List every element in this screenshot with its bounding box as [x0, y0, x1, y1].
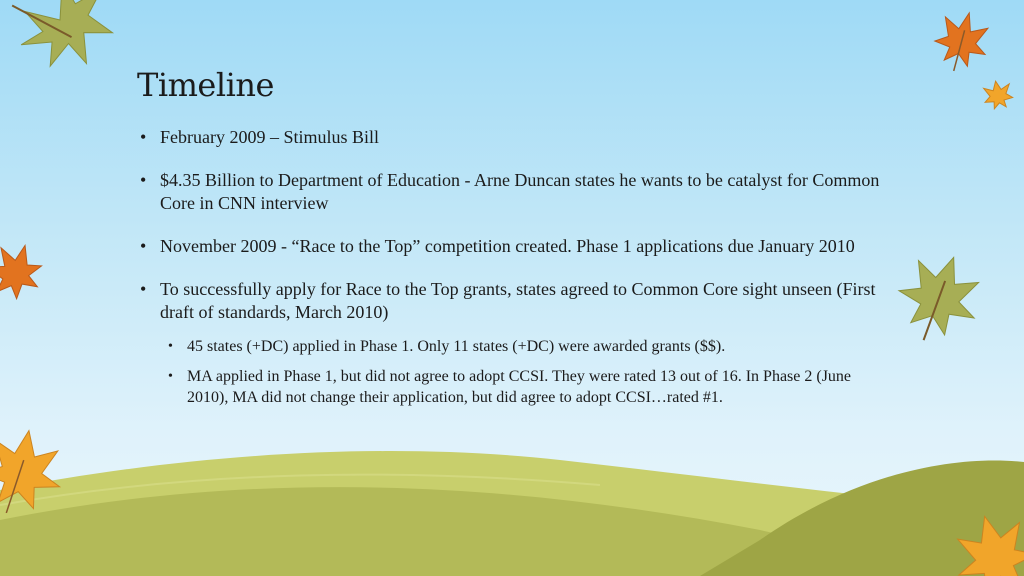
bullet-list — [140, 126, 900, 417]
sub-bullet-item — [168, 366, 900, 408]
slide-title: Timeline — [137, 66, 274, 104]
bullet-item — [140, 278, 900, 324]
bullet-text: • To successfully apply for Race to the Top grants, states agreed to Common Core sight unseen (First draft of standards, March 2010) — [160, 279, 876, 322]
leaf-left-middle-icon — [0, 235, 50, 306]
leaf-top-left-icon — [6, 0, 124, 82]
bullet-item — [140, 126, 900, 149]
sub-bullet-list — [168, 336, 900, 408]
leaf-top-right-icon — [929, 6, 995, 77]
bullet-text: • $4.35 Billion to Department of Education - Arne Duncan states he wants to be catalyst for Common Core in CNN interview — [160, 170, 880, 213]
bullet-item — [140, 235, 900, 258]
bullet-item — [140, 169, 900, 215]
bullet-text: • November 2009 - “Race to the Top” competition created. Phase 1 applications due January 2010 — [160, 236, 855, 256]
sub-bullet-text: • MA applied in Phase 1, but did not agree to adopt CCSI. They were rated 13 out of 16. In Phase 2 (June 2010), MA did not change their application, but did agree to adopt CCSI…rated #1. — [187, 368, 852, 406]
leaf-right-middle-icon — [886, 244, 991, 354]
sub-bullet-text: • 45 states (+DC) applied in Phase 1. Only 11 states (+DC) were awarded grants ($$). — [187, 338, 726, 355]
bullet-text: • February 2009 – Stimulus Bill — [160, 127, 380, 147]
leaf-small-yellow-icon — [982, 79, 1014, 110]
sub-bullet-item — [168, 336, 900, 357]
